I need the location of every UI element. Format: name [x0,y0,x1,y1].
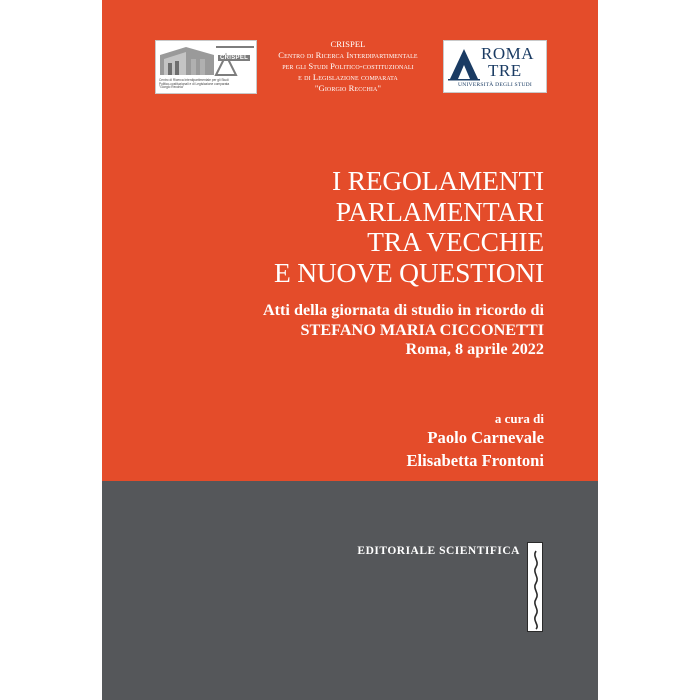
institution-header [254,39,442,94]
publisher-logo [527,542,543,632]
roma-text: ROMA [481,44,535,63]
subtitle-line: Roma, 8 aprile 2022 [405,340,544,358]
editors-block [406,410,544,472]
cover-bottom-panel [102,481,598,700]
header-line: CRISPEL [330,39,366,49]
editors-intro: a cura di [494,411,544,426]
book-title [274,166,544,288]
crispel-brand: CRISPEL [220,55,249,61]
header-line: "Giorgio Recchia" [314,83,382,93]
book-subtitle [263,301,544,360]
subtitle-line: Atti della giornata di studio in ricordo di [262,301,544,319]
header-line: Centro di Ricerca Interdipartimentale [278,50,418,60]
editor-name: Elisabetta Frontoni [406,450,544,470]
title-line: PARLAMENTARI [335,195,544,227]
crispel-caption: Centro di Ricerca Interdipartimentale per gli Studi Politico-costituzionali e di Legislazione comparata "Giorgio Recchia" [159,78,230,90]
header-line: e di Legislazione comparata [298,72,398,82]
title-line: E NUOVE QUESTIONI [273,256,544,288]
crispel-logo [155,40,257,94]
university-text: UNIVERSITÀ DEGLI STUDI [457,82,532,88]
publisher-name: EDITORIALE SCIENTIFICA [357,545,520,557]
book-cover [102,0,598,700]
editor-name: Paolo Carnevale [427,428,544,447]
title-line: TRA VECCHIE [367,226,544,257]
subtitle-line: STEFANO MARIA CICCONETTI [300,320,544,339]
roma-tre-logo [443,40,547,93]
header-line: per gli Studi Politico-costituzionali [282,61,414,71]
publisher-mark-icon [528,543,544,633]
tre-text: TRE [488,61,522,80]
title-line: I REGOLAMENTI [331,165,544,196]
